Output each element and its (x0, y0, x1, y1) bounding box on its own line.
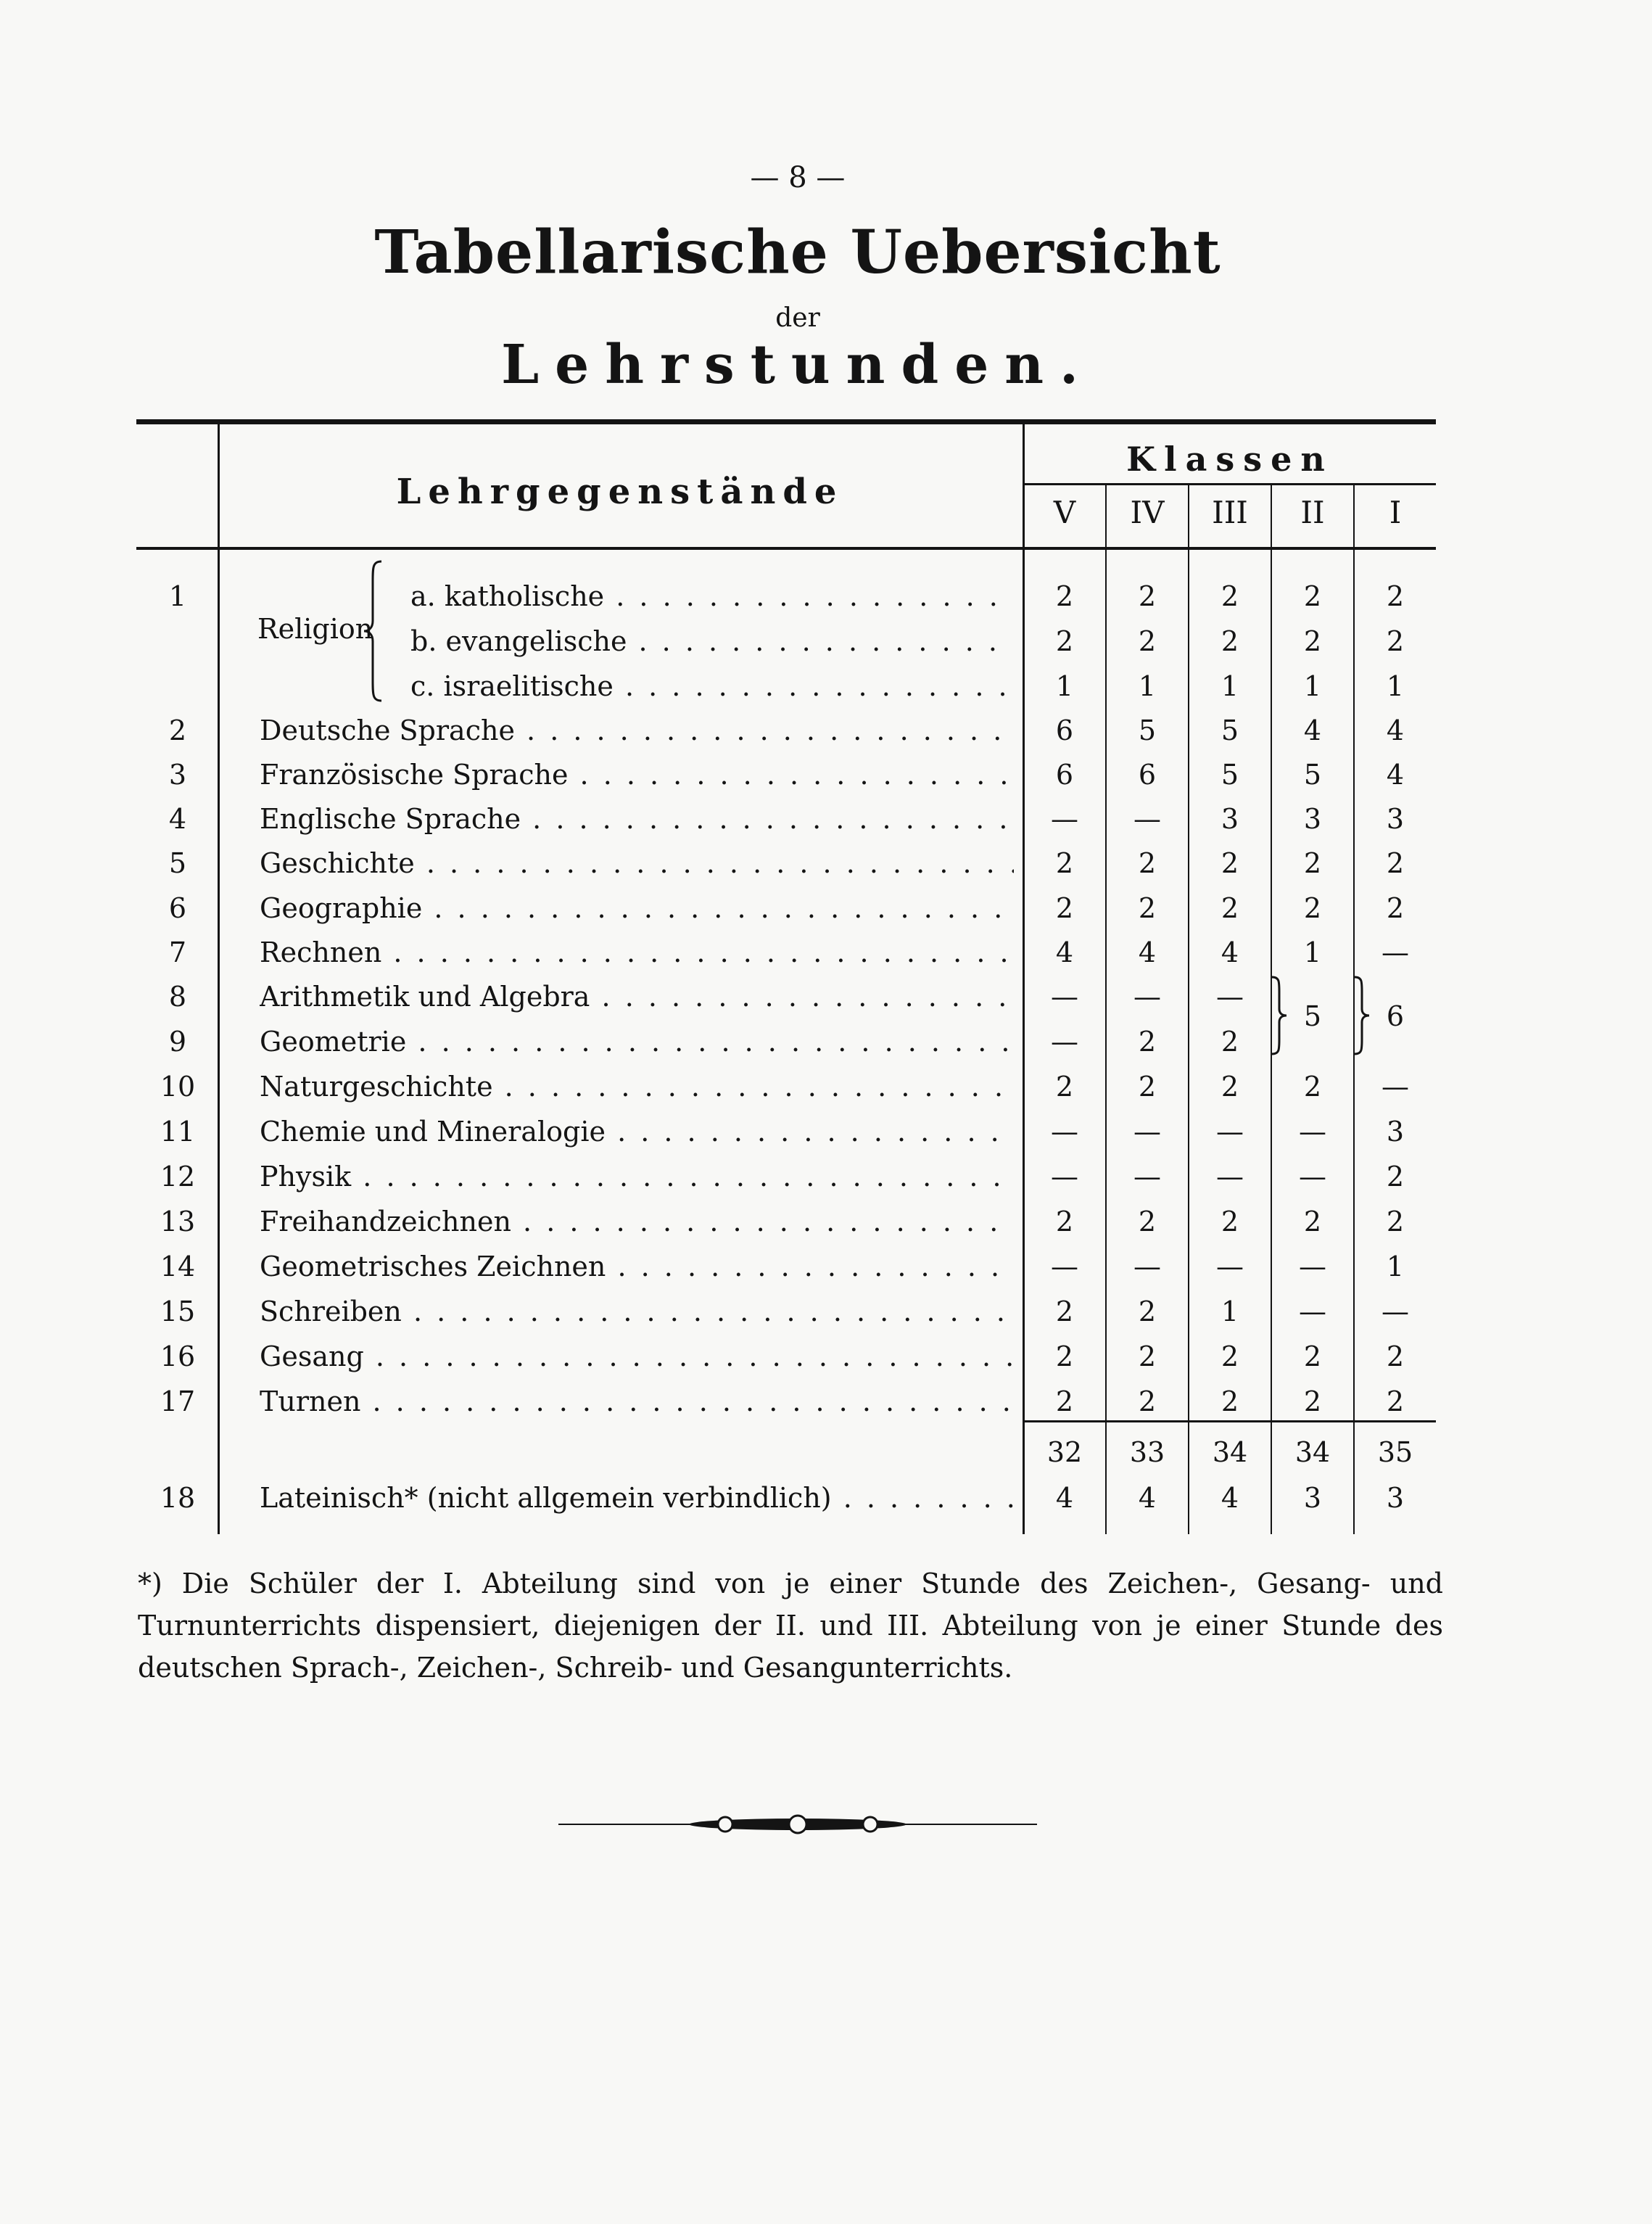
row-value-III: — (1216, 1251, 1244, 1282)
row-subject: Geometrisches Zeichnen . . . (260, 1251, 1014, 1282)
row-value-II: 1 (1303, 936, 1322, 968)
row-value-IV: 2 (1138, 625, 1157, 657)
row-value-V: — (1051, 1026, 1078, 1058)
row-value-III: 2 (1221, 1206, 1239, 1237)
row-number: 7 (168, 936, 187, 968)
row-number: 16 (160, 1340, 196, 1372)
row-value-II: 1 (1303, 670, 1322, 702)
row-number: 5 (168, 847, 187, 879)
row-value-V: 4 (1055, 936, 1074, 968)
row-value-III: 1 (1221, 1296, 1239, 1327)
row-value-V: 6 (1055, 714, 1074, 746)
row-value-I: 3 (1386, 1116, 1405, 1148)
row-subject: Naturgeschichte . . . (260, 1071, 1014, 1103)
row-value-II: 2 (1303, 892, 1322, 924)
row-value-I: — (1382, 1296, 1409, 1327)
row-number: 2 (168, 714, 187, 746)
class-header-V: V (1053, 495, 1076, 530)
row-subject: Arithmetik und Algebra . . . (260, 981, 1014, 1013)
row-value-II: 4 (1303, 714, 1322, 746)
total-II: 34 (1294, 1436, 1331, 1468)
row-value-II: 2 (1303, 625, 1322, 657)
latin-value-II: 3 (1303, 1482, 1322, 1514)
latin-value-IV: 4 (1138, 1482, 1157, 1514)
row-value-I: 2 (1386, 1385, 1405, 1417)
row-value-IV: — (1133, 1161, 1161, 1193)
row-value-V: 2 (1055, 892, 1074, 924)
religion-label: Religion (257, 613, 373, 645)
row-value-V: — (1051, 1116, 1078, 1148)
row-value-III: 2 (1221, 1385, 1239, 1417)
row-value-V: 2 (1055, 625, 1074, 657)
row-number: 3 (168, 759, 187, 791)
total-III: 34 (1212, 1436, 1248, 1468)
row-subject: Englische Sprache . . . (260, 803, 1014, 835)
row-value-V: — (1051, 1251, 1078, 1282)
row-value-IV: — (1133, 803, 1161, 835)
row-value-II: — (1299, 1161, 1326, 1193)
row-value-I: — (1382, 1071, 1409, 1103)
row-subject: Chemie und Mineralogie . . . (260, 1116, 1014, 1148)
row-number: 14 (160, 1251, 196, 1282)
row-value-V: — (1051, 981, 1078, 1013)
row-value-III: 5 (1221, 759, 1239, 791)
row-value-V: 6 (1055, 759, 1074, 791)
row-number: 1 (168, 580, 187, 612)
row-value-III: 4 (1221, 936, 1239, 968)
row-value-III: 2 (1221, 1026, 1239, 1058)
row-subject: Geometrie . . . (260, 1026, 1014, 1058)
row-subject: b. evangelische . . . (410, 625, 1014, 657)
row-value-I: 4 (1386, 759, 1405, 791)
row-value-V: 2 (1055, 580, 1074, 612)
row-value-IV: 6 (1138, 759, 1157, 791)
footnote: *) Die Schüler der I. Abteilung sind von je einer Stunde des Zeichen-, Gesang- und Turnunterrichts dispensiert, diejenigen der II. und III. Abteilung von je einer Stunde des deutschen Sprach-, Zeichen-, Schreib- und Gesangunterrichts. (138, 1568, 1443, 1684)
row-subject: Französische Sprache . . . (260, 759, 1014, 791)
row-value-I: 1 (1386, 670, 1405, 702)
row-value-III: 1 (1221, 670, 1239, 702)
row-value-III: — (1216, 1161, 1244, 1193)
page-number: — 8 — (750, 161, 846, 194)
row-value-IV: 2 (1138, 580, 1157, 612)
row-value-II: 2 (1303, 1071, 1322, 1103)
row-number: 4 (168, 803, 187, 835)
row-value-II: 2 (1303, 847, 1322, 879)
row-number: 11 (160, 1116, 196, 1148)
row-value-V: 2 (1055, 1206, 1074, 1237)
row-value-IV: — (1133, 1251, 1161, 1282)
total-IV: 33 (1129, 1436, 1165, 1468)
latin-row-number: 18 (160, 1482, 196, 1514)
row-value-II: 5 (1303, 759, 1322, 791)
latin-value-I: 3 (1386, 1482, 1405, 1514)
row-value-II: 2 (1303, 1385, 1322, 1417)
ornamental-divider (558, 1810, 1037, 1839)
row-subject: Rechnen . . . (260, 936, 1014, 968)
total-I: 35 (1377, 1436, 1413, 1468)
row-value-V: 2 (1055, 1296, 1074, 1327)
row-subject: Deutsche Sprache . . . (260, 714, 1014, 746)
latin-row-subject: Lateinisch* (nicht allgemein verbindlich) . . . (260, 1482, 1014, 1514)
header-bottom-rule (136, 547, 1436, 550)
klassen-divider (1024, 483, 1436, 485)
latin-value-V: 4 (1055, 1482, 1074, 1514)
row-value-IV: 2 (1138, 1206, 1157, 1237)
row-value-I: 2 (1386, 892, 1405, 924)
row-value-IV: — (1133, 1116, 1161, 1148)
row-number: 6 (168, 892, 187, 924)
class-header-II: II (1300, 495, 1325, 530)
row-value-III: 2 (1221, 847, 1239, 879)
row-value-II: — (1299, 1116, 1326, 1148)
row-value-V: — (1051, 1161, 1078, 1193)
row-value-III: — (1216, 1116, 1244, 1148)
row-value-V: 2 (1055, 1385, 1074, 1417)
row-value-IV: 4 (1138, 936, 1157, 968)
row-subject: Turnen . . . (260, 1385, 1014, 1417)
row-subject: Geschichte . . . (260, 847, 1014, 879)
page-title: Tabellarische Uebersicht (374, 218, 1221, 287)
row-value-IV: 2 (1138, 1296, 1157, 1327)
row-value-IV: 5 (1138, 714, 1157, 746)
row-number: 9 (168, 1026, 187, 1058)
row-value-II: 2 (1303, 1206, 1322, 1237)
page-subtitle: Lehrstunden. (501, 334, 1094, 396)
row-value-IV: 2 (1138, 1071, 1157, 1103)
row-value-II: — (1299, 1251, 1326, 1282)
class-header-IV: IV (1130, 495, 1165, 530)
row-value-III: 3 (1221, 803, 1239, 835)
row-subject: Gesang . . . (260, 1340, 1014, 1372)
row-value-I: — (1382, 936, 1409, 968)
row-subject: Freihandzeichnen . . . (260, 1206, 1014, 1237)
row-value-I: 2 (1386, 1161, 1405, 1193)
row-value-III: 2 (1221, 1071, 1239, 1103)
row-value-I: 2 (1386, 625, 1405, 657)
row-value-V: 2 (1055, 847, 1074, 879)
row-value-II: — (1299, 1296, 1326, 1327)
row-value-I: 1 (1386, 1251, 1405, 1282)
row-value-I: 4 (1386, 714, 1405, 746)
row-value-I: 2 (1386, 847, 1405, 879)
row-value-III: 2 (1221, 580, 1239, 612)
row-subject: Schreiben . . . (260, 1296, 1014, 1327)
row-value-IV: 2 (1138, 1340, 1157, 1372)
row-number: 10 (160, 1071, 196, 1103)
row-value-IV: 2 (1138, 1026, 1157, 1058)
row-value-II: 2 (1303, 580, 1322, 612)
row-number: 8 (168, 981, 187, 1013)
class-header-I: I (1389, 495, 1402, 530)
row-value-V: 2 (1055, 1340, 1074, 1372)
row-subject: Physik . . . (260, 1161, 1014, 1193)
latin-value-III: 4 (1221, 1482, 1239, 1514)
row-value-IV: 1 (1138, 670, 1157, 702)
row-value-II: 3 (1303, 803, 1322, 835)
religion-brace (363, 560, 383, 702)
row-subject: a. katholische . . . (410, 580, 1014, 612)
row-value-IV: 2 (1138, 847, 1157, 879)
row-value-III: — (1216, 981, 1244, 1013)
row-value-IV: 2 (1138, 1385, 1157, 1417)
title-connector: der (775, 303, 820, 333)
merged-value-I: 6 (1386, 1000, 1405, 1032)
row-value-I: 2 (1386, 580, 1405, 612)
row-value-II: 2 (1303, 1340, 1322, 1372)
totals-rule (1023, 1420, 1436, 1422)
subjects-header: Lehrgegenstände (396, 471, 844, 512)
row-value-III: 2 (1221, 625, 1239, 657)
row-value-I: 2 (1386, 1340, 1405, 1372)
row-value-III: 5 (1221, 714, 1239, 746)
row-number: 12 (160, 1161, 196, 1193)
row-value-IV: 2 (1138, 892, 1157, 924)
row-value-V: 2 (1055, 1071, 1074, 1103)
total-V: 32 (1046, 1436, 1083, 1468)
merged-value-II: 5 (1303, 1000, 1322, 1032)
row-value-III: 2 (1221, 1340, 1239, 1372)
row-value-V: — (1051, 803, 1078, 835)
row-number: 17 (160, 1385, 196, 1417)
class-header-III: III (1212, 495, 1248, 530)
row-value-I: 3 (1386, 803, 1405, 835)
row-value-I: 2 (1386, 1206, 1405, 1237)
row-value-III: 2 (1221, 892, 1239, 924)
row-number: 13 (160, 1206, 196, 1237)
row-value-IV: — (1133, 981, 1161, 1013)
row-number: 15 (160, 1296, 196, 1327)
row-value-V: 1 (1055, 670, 1074, 702)
classes-header: Klassen (1126, 440, 1334, 479)
table-top-rule (136, 419, 1436, 424)
row-subject: c. israelitische . . . (410, 670, 1014, 702)
row-subject: Geographie . . . (260, 892, 1014, 924)
